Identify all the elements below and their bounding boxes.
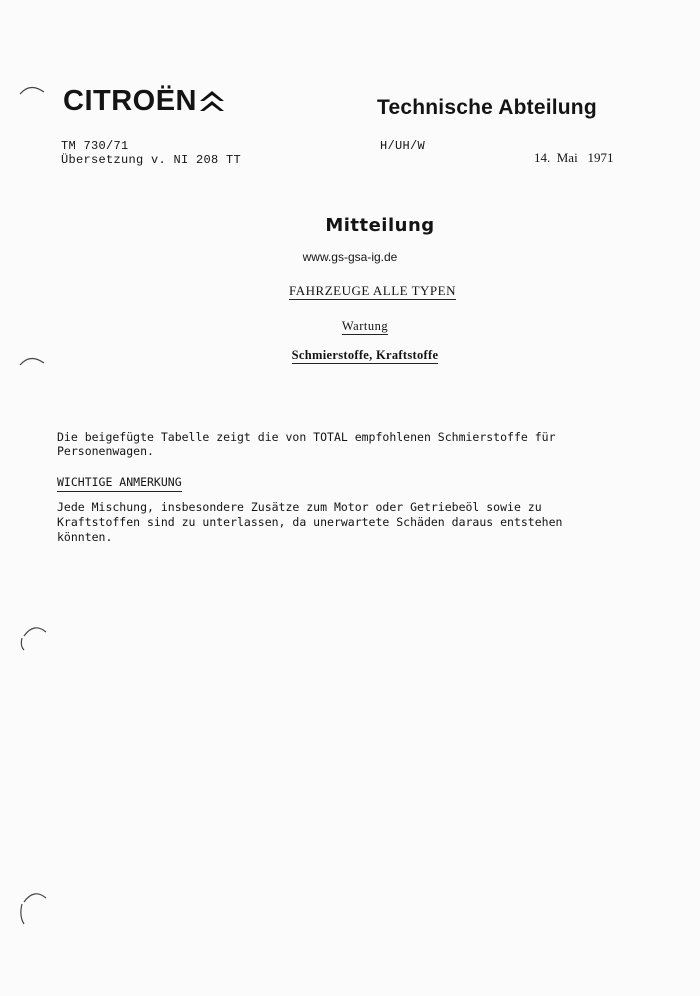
website-url: www.gs-gsa-ig.de	[302, 250, 398, 264]
vehicle-scope: FAHRZEUGE ALLE TYPEN	[289, 283, 456, 298]
page-title: Mitteilung	[325, 215, 435, 236]
citroen-logo	[63, 84, 225, 118]
subtopic-heading: Schmierstoffe, Kraftstoffe	[291, 348, 439, 362]
double-chevron-icon	[199, 88, 225, 114]
intro-line-2: Personenwagen.	[57, 444, 154, 458]
note-heading: WICHTIGE ANMERKUNG	[57, 475, 182, 492]
brand-name: CITROËN	[63, 85, 197, 117]
note-line-2: Kraftstoffen sind zu unterlassen, da unerwartete Schäden daraus entstehen	[57, 515, 563, 529]
topic-heading: Wartung	[341, 319, 389, 333]
department-title: Technische Abteilung	[377, 96, 597, 119]
note-line-3: könnten.	[57, 530, 113, 544]
doc-number: TM 730/71	[61, 139, 129, 153]
translation-ref: Übersetzung v. NI 208 TT	[61, 153, 242, 167]
document-date: 14. Mai 1971	[534, 150, 614, 165]
note-line-1: Jede Mischung, insbesondere Zusätze zum Motor oder Getriebeöl sowie zu	[57, 500, 542, 514]
intro-line-1: Die beigefügte Tabelle zeigt die von TOTAL empfohlenen Schmierstoffe für	[57, 430, 556, 444]
punch-hole-mark	[18, 82, 48, 96]
reference-code: H/UH/W	[380, 139, 426, 153]
punch-hole-mark	[18, 622, 48, 652]
punch-hole-mark	[18, 888, 48, 928]
